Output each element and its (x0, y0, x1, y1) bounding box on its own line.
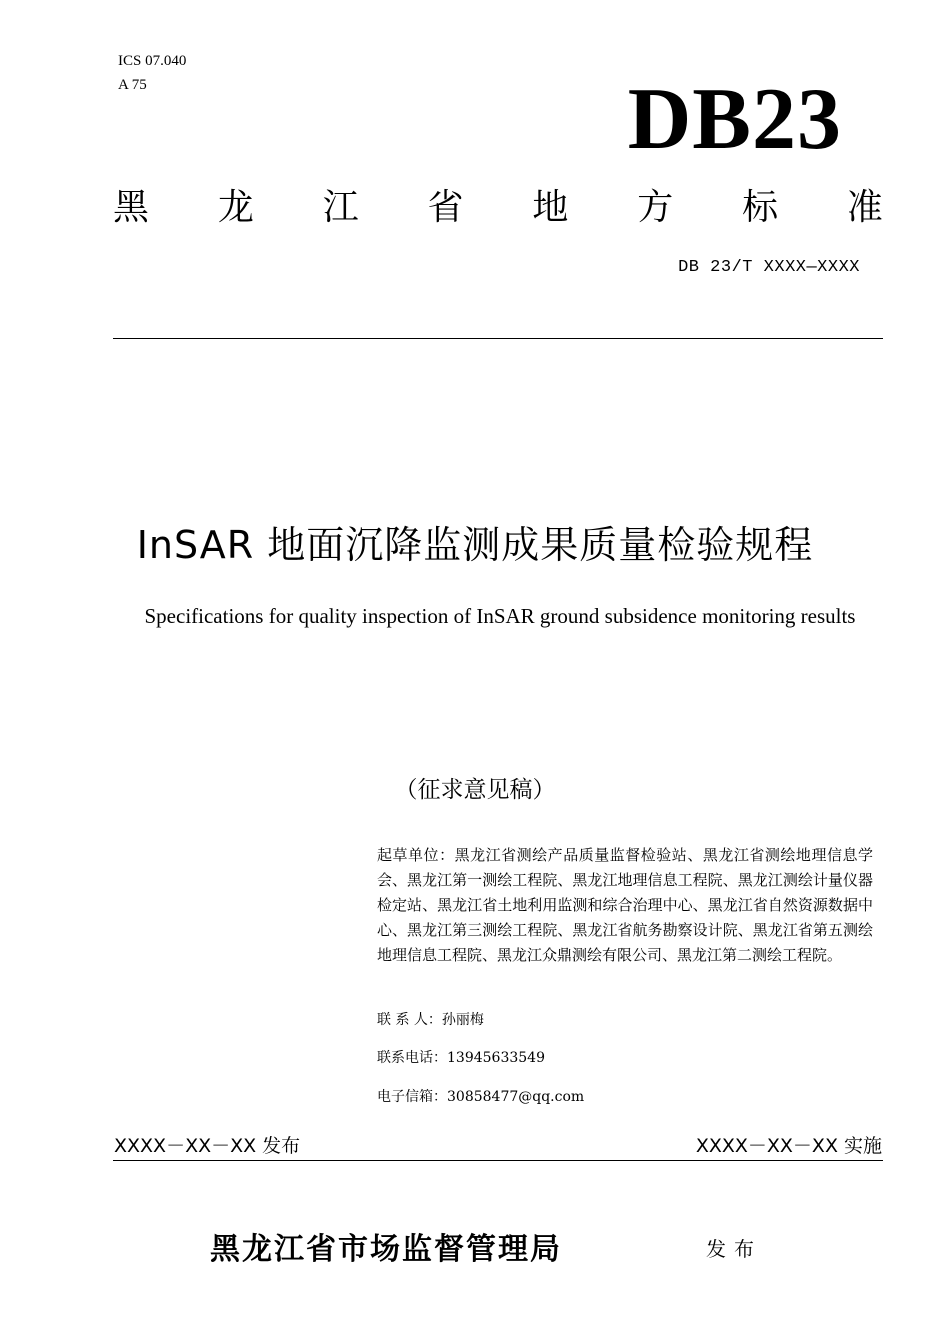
contact-phone: 联系电话：13945633549 (377, 1050, 545, 1066)
standard-type-char: 省 (427, 187, 464, 228)
standard-type-char: 准 (846, 187, 883, 228)
document-title-en: Specifications for quality inspection of InSAR ground subsidence monitoring results (144, 604, 856, 628)
drafting-units: 起草单位：黑龙江省测绘产品质量监督检验站、黑龙江省测绘地理信息学会、黑龙江第一测绘工程院、黑龙江地理信息工程院、黑龙江测绘计量仪器检定站、黑龙江省土地利用监测和综合治理中心、黑龙江省自然资源数据中心、黑龙江第三测绘工程院、黑龙江省航务勘察设计院、黑龙江省第五测绘地理信息工程院、黑龙江众鼎测绘有限公司、黑龙江第二测绘工程院。 (377, 846, 873, 964)
ccs-code: A 75 (118, 77, 147, 93)
footer-divider (113, 1160, 883, 1161)
release-date: XXXX－XX－XX 发布 (114, 1135, 301, 1157)
ics-code-block (118, 49, 186, 97)
standard-type-char: 方 (637, 187, 674, 228)
draft-note: （征求意见稿） (394, 777, 556, 803)
standard-type-char: 标 (742, 187, 779, 228)
document-title-cn: InSAR 地面沉降监测成果质量检验规程 (136, 523, 814, 567)
standard-type-char: 黑 (113, 187, 150, 228)
standard-type-char: 江 (322, 187, 359, 228)
standard-type-char: 地 (532, 187, 569, 228)
standard-number: DB 23/T XXXX—XXXX (678, 258, 860, 277)
header-divider (113, 338, 883, 339)
publish-label: 发布 (706, 1237, 762, 1261)
contact-person: 联 系 人：孙丽梅 (377, 1012, 484, 1028)
ics-code: ICS 07.040 (118, 53, 187, 69)
implement-date: XXXX－XX－XX 实施 (695, 1135, 882, 1157)
standard-type-char: 龙 (217, 187, 254, 228)
issuing-authority: 黑龙江省市场监督管理局 (210, 1232, 562, 1267)
contact-email: 电子信箱：30858477@qq.com (377, 1089, 585, 1105)
standard-code-logo: DB23 (627, 71, 842, 168)
standard-type-title (113, 186, 883, 230)
